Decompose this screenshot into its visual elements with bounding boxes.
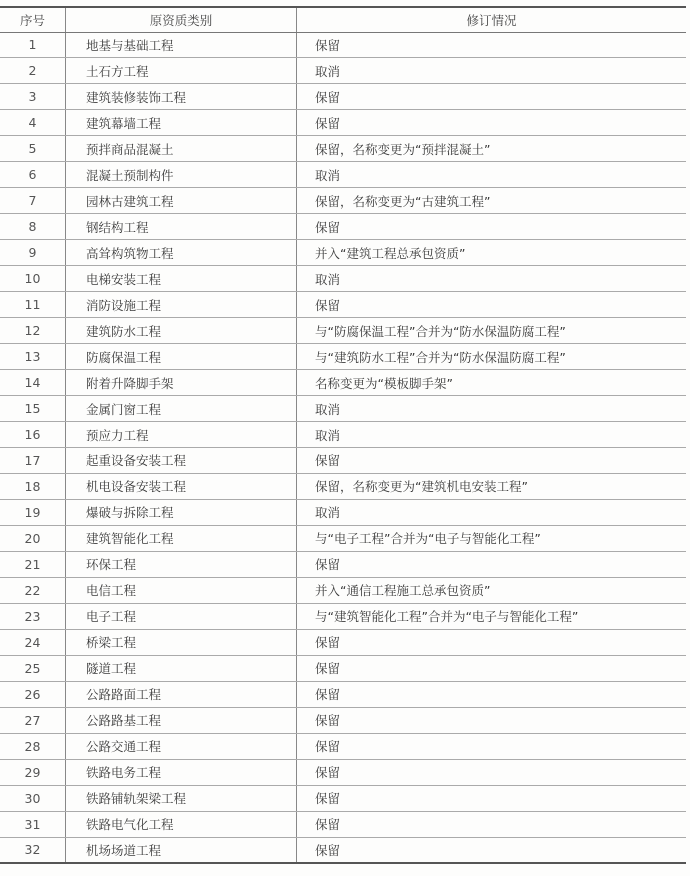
cell-original-category: 起重设备安装工程	[66, 448, 297, 474]
cell-original-category: 爆破与拆除工程	[66, 499, 297, 525]
cell-serial-number: 22	[0, 577, 66, 603]
cell-original-category: 建筑装修装饰工程	[66, 84, 297, 110]
cell-original-category: 公路路面工程	[66, 681, 297, 707]
cell-serial-number: 5	[0, 136, 66, 162]
table-row	[0, 629, 686, 655]
cell-serial-number: 30	[0, 785, 66, 811]
table-row	[0, 837, 686, 863]
table-row	[0, 759, 686, 785]
cell-original-category: 建筑防水工程	[66, 318, 297, 344]
cell-serial-number: 2	[0, 58, 66, 84]
cell-original-category: 机场场道工程	[66, 837, 297, 863]
table-row	[0, 707, 686, 733]
cell-original-category: 铁路电气化工程	[66, 811, 297, 837]
table-row	[0, 396, 686, 422]
cell-serial-number: 13	[0, 344, 66, 370]
cell-revision-status: 取消	[297, 422, 687, 448]
table-row	[0, 162, 686, 188]
cell-serial-number: 6	[0, 162, 66, 188]
cell-serial-number: 10	[0, 266, 66, 292]
cell-revision-status: 并入“通信工程施工总承包资质”	[297, 577, 687, 603]
cell-original-category: 附着升降脚手架	[66, 370, 297, 396]
cell-original-category: 公路路基工程	[66, 707, 297, 733]
cell-original-category: 预应力工程	[66, 422, 297, 448]
cell-revision-status: 保留	[297, 785, 687, 811]
cell-serial-number: 11	[0, 292, 66, 318]
table-row	[0, 58, 686, 84]
header-original-category: 原资质类别	[66, 7, 297, 32]
cell-original-category: 园林古建筑工程	[66, 188, 297, 214]
cell-original-category: 混凝土预制构件	[66, 162, 297, 188]
cell-revision-status: 保留，名称变更为“古建筑工程”	[297, 188, 687, 214]
cell-serial-number: 21	[0, 551, 66, 577]
cell-revision-status: 并入“建筑工程总承包资质”	[297, 240, 687, 266]
table-row	[0, 422, 686, 448]
cell-revision-status: 保留	[297, 707, 687, 733]
cell-serial-number: 26	[0, 681, 66, 707]
cell-revision-status: 保留	[297, 837, 687, 863]
cell-original-category: 建筑幕墙工程	[66, 110, 297, 136]
cell-original-category: 金属门窗工程	[66, 396, 297, 422]
cell-original-category: 铁路电务工程	[66, 759, 297, 785]
table-row	[0, 655, 686, 681]
cell-original-category: 环保工程	[66, 551, 297, 577]
cell-revision-status: 取消	[297, 266, 687, 292]
table-row	[0, 499, 686, 525]
table-body	[0, 32, 686, 863]
cell-revision-status: 取消	[297, 396, 687, 422]
cell-revision-status: 保留	[297, 448, 687, 474]
table-row	[0, 811, 686, 837]
cell-original-category: 消防设施工程	[66, 292, 297, 318]
cell-original-category: 铁路铺轨架梁工程	[66, 785, 297, 811]
cell-original-category: 电子工程	[66, 603, 297, 629]
cell-serial-number: 9	[0, 240, 66, 266]
cell-original-category: 预拌商品混凝土	[66, 136, 297, 162]
cell-serial-number: 29	[0, 759, 66, 785]
table-row	[0, 32, 686, 58]
table-row	[0, 214, 686, 240]
table-row	[0, 240, 686, 266]
cell-revision-status: 保留，名称变更为“预拌混凝土”	[297, 136, 687, 162]
cell-revision-status: 与“防腐保温工程”合并为“防水保温防腐工程”	[297, 318, 687, 344]
cell-revision-status: 保留，名称变更为“建筑机电安装工程”	[297, 473, 687, 499]
cell-original-category: 钢结构工程	[66, 214, 297, 240]
cell-revision-status: 保留	[297, 110, 687, 136]
cell-serial-number: 8	[0, 214, 66, 240]
table-row	[0, 681, 686, 707]
cell-original-category: 电信工程	[66, 577, 297, 603]
cell-serial-number: 25	[0, 655, 66, 681]
cell-revision-status: 取消	[297, 58, 687, 84]
cell-serial-number: 23	[0, 603, 66, 629]
table-row	[0, 110, 686, 136]
cell-serial-number: 28	[0, 733, 66, 759]
cell-revision-status: 保留	[297, 681, 687, 707]
cell-serial-number: 18	[0, 473, 66, 499]
cell-serial-number: 14	[0, 370, 66, 396]
header-revision-status: 修订情况	[297, 7, 687, 32]
cell-revision-status: 保留	[297, 759, 687, 785]
cell-original-category: 桥梁工程	[66, 629, 297, 655]
cell-original-category: 高耸构筑物工程	[66, 240, 297, 266]
cell-original-category: 土石方工程	[66, 58, 297, 84]
cell-revision-status: 保留	[297, 655, 687, 681]
cell-serial-number: 32	[0, 837, 66, 863]
table-row	[0, 785, 686, 811]
table-row	[0, 292, 686, 318]
cell-revision-status: 名称变更为“模板脚手架”	[297, 370, 687, 396]
table-row	[0, 188, 686, 214]
table-row	[0, 603, 686, 629]
table-header-row	[0, 7, 686, 32]
cell-revision-status: 保留	[297, 811, 687, 837]
cell-original-category: 电梯安装工程	[66, 266, 297, 292]
cell-revision-status: 保留	[297, 214, 687, 240]
header-serial-number: 序号	[0, 7, 66, 32]
table-row	[0, 370, 686, 396]
cell-serial-number: 27	[0, 707, 66, 733]
cell-serial-number: 16	[0, 422, 66, 448]
cell-serial-number: 31	[0, 811, 66, 837]
cell-revision-status: 与“建筑防水工程”合并为“防水保温防腐工程”	[297, 344, 687, 370]
table-row	[0, 84, 686, 110]
cell-original-category: 机电设备安装工程	[66, 473, 297, 499]
cell-serial-number: 24	[0, 629, 66, 655]
cell-revision-status: 保留	[297, 629, 687, 655]
table-row	[0, 136, 686, 162]
cell-revision-status: 取消	[297, 162, 687, 188]
table-row	[0, 525, 686, 551]
table-row	[0, 344, 686, 370]
cell-revision-status: 取消	[297, 499, 687, 525]
cell-original-category: 建筑智能化工程	[66, 525, 297, 551]
cell-serial-number: 12	[0, 318, 66, 344]
table-row	[0, 733, 686, 759]
cell-revision-status: 保留	[297, 32, 687, 58]
cell-original-category: 防腐保温工程	[66, 344, 297, 370]
cell-serial-number: 4	[0, 110, 66, 136]
qualification-revision-table	[0, 6, 686, 864]
cell-original-category: 隧道工程	[66, 655, 297, 681]
cell-revision-status: 与“电子工程”合并为“电子与智能化工程”	[297, 525, 687, 551]
table-row	[0, 448, 686, 474]
cell-revision-status: 保留	[297, 733, 687, 759]
cell-original-category: 公路交通工程	[66, 733, 297, 759]
table-row	[0, 577, 686, 603]
cell-serial-number: 20	[0, 525, 66, 551]
cell-original-category: 地基与基础工程	[66, 32, 297, 58]
table-row	[0, 473, 686, 499]
cell-serial-number: 3	[0, 84, 66, 110]
cell-serial-number: 7	[0, 188, 66, 214]
table-row	[0, 266, 686, 292]
cell-serial-number: 17	[0, 448, 66, 474]
cell-serial-number: 1	[0, 32, 66, 58]
cell-serial-number: 19	[0, 499, 66, 525]
cell-revision-status: 保留	[297, 551, 687, 577]
table-row	[0, 318, 686, 344]
cell-serial-number: 15	[0, 396, 66, 422]
cell-revision-status: 保留	[297, 84, 687, 110]
cell-revision-status: 保留	[297, 292, 687, 318]
table-row	[0, 551, 686, 577]
cell-revision-status: 与“建筑智能化工程”合并为“电子与智能化工程”	[297, 603, 687, 629]
